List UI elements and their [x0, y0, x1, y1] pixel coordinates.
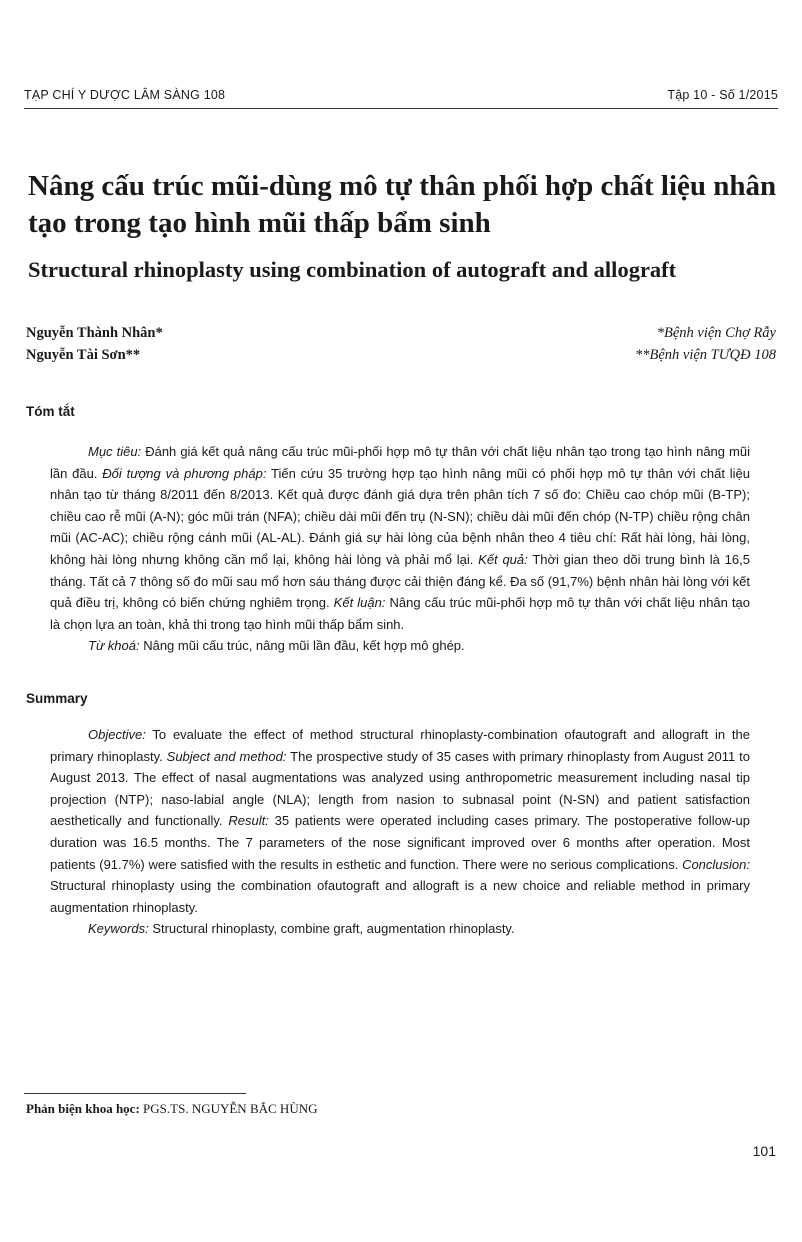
tomtat-conclusion-label: Kết luận: [333, 595, 386, 611]
summary-result: 35 patients were operated including cases primary. The postoperative follow-up duration was 16.5 months. The 7 parameters of the nose significant improved over 6 months after operation. Most patients (91.7%) were satisfied with the results in esthetic and function. There were no serious complications. [50, 813, 750, 872]
tomtat-abstract [50, 441, 750, 657]
summary-keywords [50, 918, 750, 940]
title-vietnamese: Nâng cấu trúc mũi-dùng mô tự thân phối hợp chất liệu nhân tạo trong tạo hình mũi thấp bẩm sinh [28, 170, 777, 239]
journal-name: TẠP CHÍ Y DƯỢC LÂM SÀNG 108 [24, 88, 226, 102]
tomtat-conclusion: Nâng cấu trúc mũi-phối hợp mô tự thân với chất liệu nhân tạo là chọn lựa an toàn, khả thi trong tạo hình mũi thấp bẩm sinh. [50, 595, 751, 632]
tomtat-objective: Đánh giá kết quả nâng cấu trúc mũi-phối hợp mô tự thân với chất liệu nhân tạo trong tạo hình nâng mũi lần đầu. [50, 444, 750, 481]
title-english: Structural rhinoplasty using combination of autograft and allograft [28, 257, 677, 282]
summary-keywords-text: Structural rhinoplasty, combine graft, augmentation rhinoplasty. [148, 921, 515, 937]
summary-heading: Summary [26, 691, 88, 706]
author-1: Nguyễn Thành Nhân* [26, 325, 163, 341]
running-head [24, 88, 778, 106]
footnote-rule [24, 1093, 246, 1094]
summary-objective: To evaluate the effect of method structural rhinoplasty-combination ofautograft and allograft in the primary rhinoplasty. [50, 727, 750, 764]
summary-result-label: Result: [228, 813, 269, 829]
tomtat-result: Thời gian theo dõi trung bình là 16,5 tháng. Tất cả 7 thông số đo mũi sau mổ hơn sáu tháng được cải thiện đáng kể. Đa số (91,7%) bệnh nhân hài lòng với kết quả điều trị, không có biến chứng nghiêm trọng. [50, 551, 750, 611]
tomtat-result-label: Kết quả: [478, 551, 528, 567]
tomtat-method-label: Đối tượng và phương pháp: [102, 465, 267, 481]
summary-paragraph [50, 724, 750, 918]
tomtat-method: Tiến cứu 35 trường hợp tạo hình nâng mũi có phối hợp mô tự thân với chất liệu nhân tạo từ tháng 8/2011 đến 8/2013. Kết quả được đánh giá dựa trên phân tích 7 số đo: Chiều cao chóp mũi (B-TP); chiều cao rễ mũi (A-N); góc mũi trán (NFA); chiều dài mũi đến trụ (N-SN); chiều dài mũi đến chóp (N-TP) chiều rộng chân mũi (AC-AC); chiều rộng cánh mũi (AL-AL). Đánh giá sự hài lòng của bệnh nhân theo 4 tiêu chí: Rất hài lòng, hài lòng, không hài lòng nhưng không cần mổ lại, không hài lòng và phải mổ lại. [50, 465, 750, 567]
reviewer-label: Phản biện khoa học: [26, 1101, 140, 1116]
page-number: 101 [752, 1143, 776, 1159]
author-2: Nguyễn Tài Sơn** [26, 347, 141, 363]
tomtat-keywords [50, 635, 750, 657]
summary-abstract [50, 724, 750, 940]
author-list [26, 322, 163, 366]
summary-conclusion-label: Conclusion: [682, 856, 750, 872]
reviewer-name: PGS.TS. NGUYỄN BẮC HÙNG [139, 1101, 318, 1116]
issue-number: Tập 10 - Số 1/2015 [667, 88, 778, 102]
affiliation-list [635, 322, 776, 366]
header-rule [24, 108, 778, 109]
affiliation-2: **Bệnh viện TƯQĐ 108 [634, 347, 776, 363]
summary-method: The prospective study of 35 cases with primary rhinoplasty from August 2011 to August 2013. The effect of nasal augmentations was analyzed using anthropometric measurement including nasal tip projection (NTP); naso-labial angle (NLA); length from nasion to subnasal point (N-SN) and patient satisfaction aesthetically and functionally. [50, 748, 750, 829]
affiliation-1: *Bệnh viện Chợ Rẫy [656, 325, 776, 341]
tomtat-keywords-text: Nâng mũi cấu trúc, nâng mũi lần đầu, kết hợp mô ghép. [139, 638, 465, 654]
tomtat-heading: Tóm tắt [26, 404, 75, 419]
summary-conclusion: Structural rhinoplasty using the combination ofautograft and allograft is a new choice and reliable method in primary augmentation rhinoplasty. [50, 878, 750, 915]
summary-method-label: Subject and method: [166, 748, 287, 764]
tomtat-paragraph [50, 441, 750, 635]
reviewer-note [26, 1101, 317, 1117]
summary-objective-label: Objective: [88, 727, 146, 742]
summary-keywords-label: Keywords: [88, 921, 149, 937]
tomtat-objective-label: Mục tiêu: [88, 444, 142, 459]
tomtat-keywords-label: Từ khoá: [88, 638, 140, 654]
